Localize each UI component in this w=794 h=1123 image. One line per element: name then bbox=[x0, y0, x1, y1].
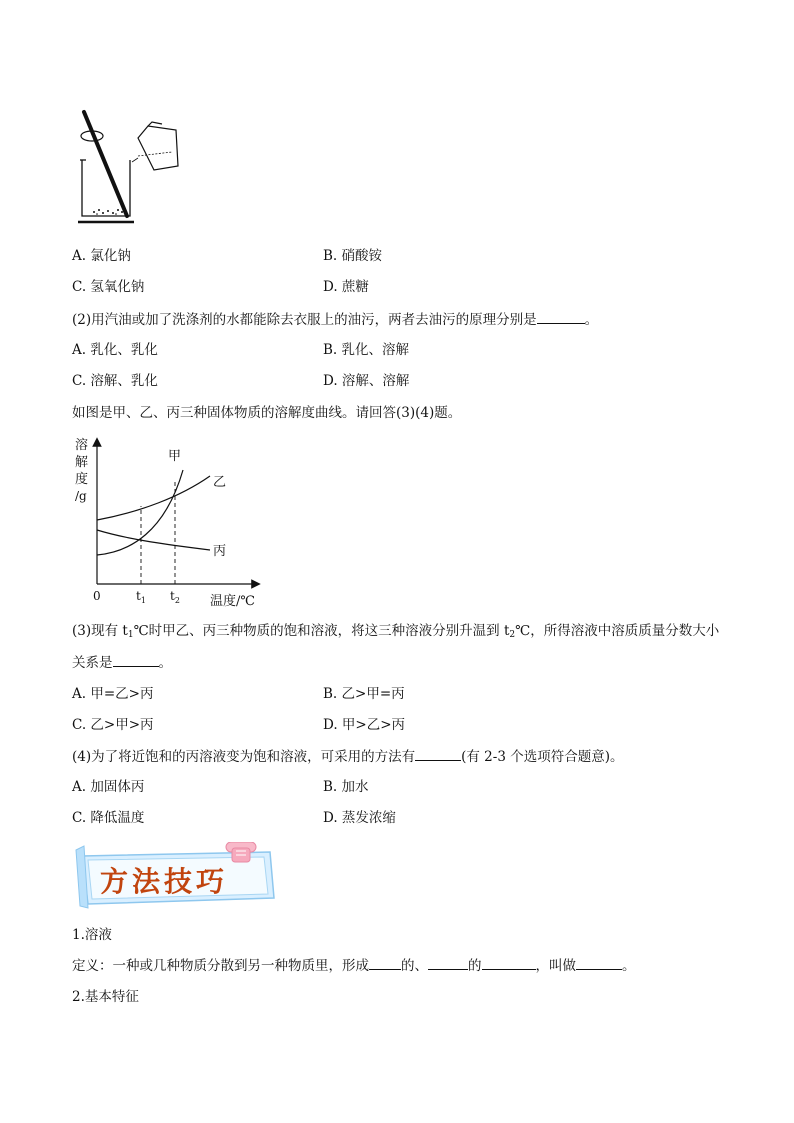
chart-intro: 如图是甲、乙、丙三种固体物质的溶解度曲线。请回答(3)(4)题。 bbox=[72, 405, 462, 421]
series-label-jia: 甲 bbox=[168, 449, 182, 464]
origin-label: 0 bbox=[93, 589, 101, 603]
definition-blank-2[interactable] bbox=[428, 956, 468, 970]
definition-text-4: ，叫做 bbox=[535, 958, 576, 974]
q3-text-5: 。 bbox=[158, 655, 172, 671]
q3-option-c: C. 乙>甲>丙 bbox=[72, 717, 154, 733]
x-axis-label: 温度/℃ bbox=[210, 594, 255, 609]
ylabel-char-1: 溶 bbox=[75, 438, 89, 453]
q3-text-4: 关系是 bbox=[72, 655, 113, 671]
q4-stem-end: (有 2-3 个选项符合题意)。 bbox=[461, 749, 624, 765]
solution-definition bbox=[72, 956, 636, 975]
section1-title: 1.溶液 bbox=[72, 927, 112, 943]
q2-option-d: D. 溶解、溶解 bbox=[323, 373, 410, 389]
q4-answer-blank[interactable] bbox=[415, 747, 461, 761]
beaker-illustration bbox=[72, 108, 192, 228]
q2-option-a: A. 乳化、乳化 bbox=[72, 342, 158, 358]
series-label-yi: 乙 bbox=[213, 475, 227, 490]
q3-option-d: D. 甲>乙>丙 bbox=[323, 717, 406, 733]
q1-option-c: C. 氢氧化钠 bbox=[72, 279, 145, 295]
q4-stem-text: (4)为了将近饱和的丙溶液变为饱和溶液，可采用的方法有 bbox=[72, 749, 416, 765]
q3-option-a: A. 甲=乙>丙 bbox=[72, 686, 154, 702]
q3-answer-blank[interactable] bbox=[113, 653, 159, 667]
q1-option-b: B. 硝酸铵 bbox=[323, 248, 383, 264]
q3-text-2: ℃时甲乙、丙三种物质的饱和溶液，将这三种溶液分别升温到 t bbox=[133, 623, 510, 639]
q2-option-c: C. 溶解、乳化 bbox=[72, 373, 158, 389]
ylabel-char-4: /g bbox=[75, 489, 87, 503]
q2-stem-text: (2)用汽油或加了洗涤剂的水都能除去衣服上的油污，两者去油污的原理分别是 bbox=[72, 312, 537, 328]
q2-answer-blank[interactable] bbox=[537, 310, 585, 324]
ylabel-char-3: 度 bbox=[75, 472, 89, 487]
curve-jia bbox=[97, 470, 183, 555]
ylabel-char-2: 解 bbox=[75, 455, 89, 470]
tick-label-t2: $t_2$ bbox=[170, 589, 180, 605]
q2-option-b: B. 乳化、溶解 bbox=[323, 342, 410, 358]
q1-option-a: A. 氯化钠 bbox=[72, 248, 131, 264]
definition-blank-1[interactable] bbox=[369, 956, 401, 970]
q3-sub-1: 1 bbox=[127, 630, 134, 640]
definition-blank-3[interactable] bbox=[482, 956, 536, 970]
q4-option-c: C. 降低温度 bbox=[72, 810, 145, 826]
solubility-chart bbox=[70, 432, 270, 612]
q3-text-3: ℃，所得溶液中溶质质量分数大小 bbox=[515, 623, 720, 639]
q3-sub-2: 2 bbox=[509, 630, 516, 640]
definition-text-1: 定义：一种或几种物质分散到另一种物质里，形成 bbox=[72, 958, 369, 974]
q1-option-d: D. 蔗糖 bbox=[323, 279, 369, 295]
q4-option-d: D. 蒸发浓缩 bbox=[323, 810, 396, 826]
q3-option-b: B. 乙>甲=丙 bbox=[323, 686, 405, 702]
definition-text-5: 。 bbox=[622, 958, 636, 974]
definition-text-3: 的 bbox=[468, 958, 482, 974]
q4-option-a: A. 加固体丙 bbox=[72, 779, 145, 795]
q3-stem-line2 bbox=[72, 653, 172, 672]
q4-stem bbox=[72, 747, 623, 766]
q3-text-1: (3)现有 t bbox=[72, 623, 128, 639]
banner-title: 方法技巧 bbox=[100, 865, 229, 898]
q2-stem bbox=[72, 310, 598, 329]
section2-title: 2.基本特征 bbox=[72, 989, 139, 1005]
definition-blank-4[interactable] bbox=[576, 956, 622, 970]
q3-stem-line1 bbox=[72, 622, 719, 644]
q2-stem-end: 。 bbox=[584, 312, 599, 328]
definition-text-2: 的、 bbox=[401, 958, 428, 974]
curve-bing bbox=[97, 530, 210, 550]
tick-label-t1: $t_1$ bbox=[136, 589, 146, 605]
q4-option-b: B. 加水 bbox=[323, 779, 369, 795]
series-label-bing: 丙 bbox=[213, 544, 227, 559]
curve-yi bbox=[97, 476, 210, 520]
method-banner bbox=[74, 842, 280, 910]
